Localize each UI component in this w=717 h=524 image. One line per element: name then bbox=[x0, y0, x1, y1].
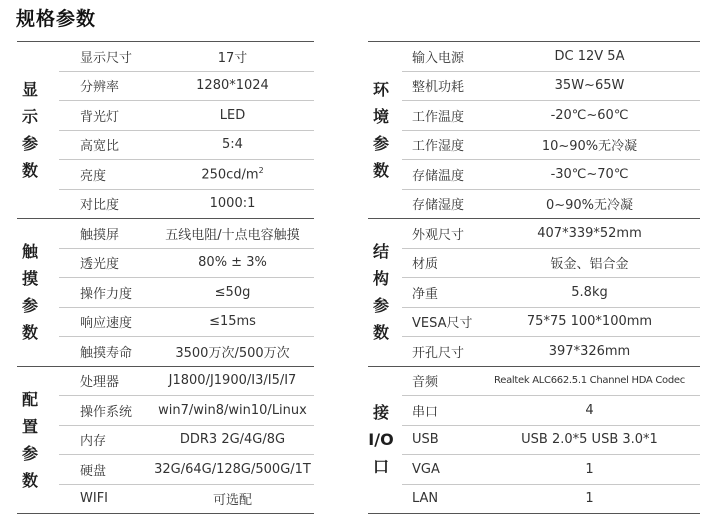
group-label-char: 参 bbox=[21, 296, 38, 316]
table-row bbox=[59, 249, 314, 279]
group-label-char: 参 bbox=[372, 296, 389, 316]
table-row bbox=[59, 101, 314, 131]
table-row bbox=[402, 72, 700, 102]
table-row bbox=[402, 426, 700, 456]
spec-value: 10~90%无冷凝 bbox=[541, 139, 638, 155]
group-label-char: 显 bbox=[21, 80, 38, 99]
unit-exponent: 2 bbox=[258, 166, 264, 176]
spec-value: 5.8kg bbox=[571, 284, 608, 300]
spec-label: 存储湿度 bbox=[412, 198, 465, 214]
table-row bbox=[402, 42, 700, 72]
spec-value: ≤15ms bbox=[209, 314, 256, 330]
spec-value: 397*326mm bbox=[548, 343, 631, 359]
spec-column-right bbox=[368, 41, 700, 514]
spec-value: 4 bbox=[585, 402, 594, 418]
spec-value: 1280*1024 bbox=[196, 78, 269, 94]
group-label-char: 摸 bbox=[21, 269, 38, 289]
spec-label: 材质 bbox=[412, 257, 439, 273]
group-label-char: 口 bbox=[372, 457, 389, 477]
table-row bbox=[402, 455, 700, 485]
spec-value: Realtek ALC662.5.1 Channel HDA Codec bbox=[494, 375, 685, 387]
table-row bbox=[402, 219, 700, 249]
group-label bbox=[17, 42, 43, 218]
spec-value: 0~90%无冷凝 bbox=[545, 198, 634, 214]
group-label bbox=[17, 219, 43, 366]
group-label-char: 触 bbox=[21, 242, 38, 262]
table-row bbox=[59, 396, 314, 426]
group-label-char: 参 bbox=[21, 443, 38, 463]
table-row bbox=[402, 308, 700, 338]
display-params-group bbox=[17, 42, 314, 219]
spec-label: 工作湿度 bbox=[412, 139, 465, 155]
group-label bbox=[368, 219, 394, 366]
touch-params-group bbox=[17, 219, 314, 367]
group-label-char: 置 bbox=[21, 416, 38, 436]
spec-label: 操作系统 bbox=[80, 404, 133, 420]
table-row bbox=[59, 72, 314, 102]
spec-label: 工作温度 bbox=[412, 109, 465, 125]
spec-value: 1 bbox=[585, 491, 594, 507]
spec-label: 外观尺寸 bbox=[412, 227, 465, 243]
spec-label: LAN bbox=[412, 491, 439, 507]
table-row bbox=[59, 367, 314, 397]
group-label-char: 境 bbox=[372, 107, 389, 126]
spec-value: 407*339*52mm bbox=[537, 225, 642, 241]
spec-value: 可选配 bbox=[212, 493, 252, 509]
spec-label: 净重 bbox=[412, 286, 439, 302]
table-row bbox=[59, 131, 314, 161]
table-row bbox=[59, 426, 314, 456]
table-row bbox=[59, 219, 314, 249]
group-label-char: 结 bbox=[372, 242, 389, 262]
group-label-char: 数 bbox=[21, 470, 38, 490]
table-row bbox=[59, 42, 314, 72]
table-row bbox=[402, 160, 700, 190]
table-row bbox=[402, 190, 700, 219]
io-params-group bbox=[368, 367, 700, 515]
table-row bbox=[402, 101, 700, 131]
spec-label: 硬盘 bbox=[80, 463, 107, 479]
spec-value: 80% ± 3% bbox=[198, 255, 267, 271]
group-label-char: 参 bbox=[372, 134, 389, 153]
table-row bbox=[59, 337, 314, 366]
group-label-char: 接 bbox=[372, 403, 389, 423]
spec-label: VGA bbox=[412, 461, 440, 477]
table-row bbox=[402, 485, 700, 514]
spec-value: 35W~65W bbox=[554, 78, 625, 94]
table-row bbox=[402, 131, 700, 161]
brightness-value: 250cd/m bbox=[201, 167, 259, 183]
spec-value: -20℃~60℃ bbox=[550, 107, 629, 123]
spec-value: 五线电阻/十点电容触摸 bbox=[165, 227, 300, 243]
page-title: 规格参数 bbox=[16, 8, 97, 30]
table-row bbox=[59, 308, 314, 338]
spec-value: ≤50g bbox=[214, 284, 251, 300]
spec-label: 触摸寿命 bbox=[80, 345, 133, 361]
group-label-char: 示 bbox=[21, 107, 38, 126]
spec-label: 操作力度 bbox=[80, 286, 133, 302]
spec-label: 显示尺寸 bbox=[80, 50, 133, 66]
config-params-group bbox=[17, 367, 314, 515]
table-row bbox=[402, 367, 700, 397]
spec-value: 17寸 bbox=[217, 50, 248, 66]
group-label-char: 参 bbox=[21, 134, 38, 153]
spec-value: 钣金、铝合金 bbox=[550, 257, 629, 273]
spec-value: 32G/64G/128G/500G/1T bbox=[154, 461, 311, 477]
table-row bbox=[59, 485, 314, 514]
spec-value: DC 12V 5A bbox=[554, 48, 625, 64]
table-row bbox=[402, 278, 700, 308]
table-row bbox=[402, 396, 700, 426]
spec-value: 1000:1 bbox=[209, 196, 256, 212]
group-label bbox=[368, 367, 394, 514]
spec-label: 对比度 bbox=[80, 198, 120, 214]
spec-label: 分辨率 bbox=[80, 80, 120, 96]
spec-value: LED bbox=[219, 107, 246, 123]
spec-label: 串口 bbox=[412, 404, 439, 420]
spec-label: 背光灯 bbox=[80, 109, 120, 125]
spec-label: 透光度 bbox=[80, 257, 120, 273]
group-label-char: 环 bbox=[372, 80, 389, 99]
table-row bbox=[59, 455, 314, 485]
group-label-char: I/O bbox=[368, 430, 394, 450]
spec-value: win7/win8/win10/Linux bbox=[158, 402, 307, 418]
spec-label: VESA尺寸 bbox=[412, 316, 473, 332]
spec-value: 3500万次/500万次 bbox=[175, 345, 290, 361]
spec-label: 内存 bbox=[80, 434, 107, 450]
spec-label: 开孔尺寸 bbox=[412, 345, 465, 361]
spec-label: 处理器 bbox=[80, 375, 120, 391]
spec-label: 亮度 bbox=[80, 168, 107, 184]
spec-value: 5:4 bbox=[222, 137, 243, 153]
group-label bbox=[368, 42, 394, 218]
group-label-char: 数 bbox=[21, 323, 38, 343]
group-label-char: 数 bbox=[372, 161, 389, 180]
table-row bbox=[402, 249, 700, 279]
spec-value: 1 bbox=[585, 461, 594, 477]
spec-label: USB bbox=[412, 432, 439, 448]
table-row bbox=[59, 190, 314, 219]
spec-value: 75*75 100*100mm bbox=[526, 314, 653, 330]
table-row bbox=[59, 160, 314, 190]
spec-label: 存储温度 bbox=[412, 168, 465, 184]
group-label-char: 数 bbox=[372, 323, 389, 343]
spec-value: DDR3 2G/4G/8G bbox=[179, 432, 286, 448]
spec-value: -30℃~70℃ bbox=[550, 166, 629, 182]
group-label-char: 数 bbox=[21, 161, 38, 180]
spec-label: 输入电源 bbox=[412, 50, 465, 66]
environment-params-group bbox=[368, 42, 700, 219]
table-row bbox=[59, 278, 314, 308]
spec-value bbox=[151, 166, 314, 182]
group-label bbox=[17, 367, 43, 514]
spec-column-left bbox=[17, 41, 314, 514]
spec-label: 高宽比 bbox=[80, 139, 120, 155]
spec-value: USB 2.0*5 USB 3.0*1 bbox=[521, 432, 658, 448]
spec-label: 响应速度 bbox=[80, 316, 133, 332]
spec-label: 整机功耗 bbox=[412, 80, 465, 96]
spec-label: 音频 bbox=[412, 375, 439, 391]
group-label-char: 构 bbox=[372, 269, 389, 289]
spec-label: WIFI bbox=[80, 491, 108, 507]
spec-label: 触摸屏 bbox=[80, 227, 120, 243]
table-row bbox=[402, 337, 700, 366]
spec-value: J1800/J1900/I3/I5/I7 bbox=[168, 373, 297, 389]
group-label-char: 配 bbox=[21, 389, 38, 409]
structure-params-group bbox=[368, 219, 700, 367]
